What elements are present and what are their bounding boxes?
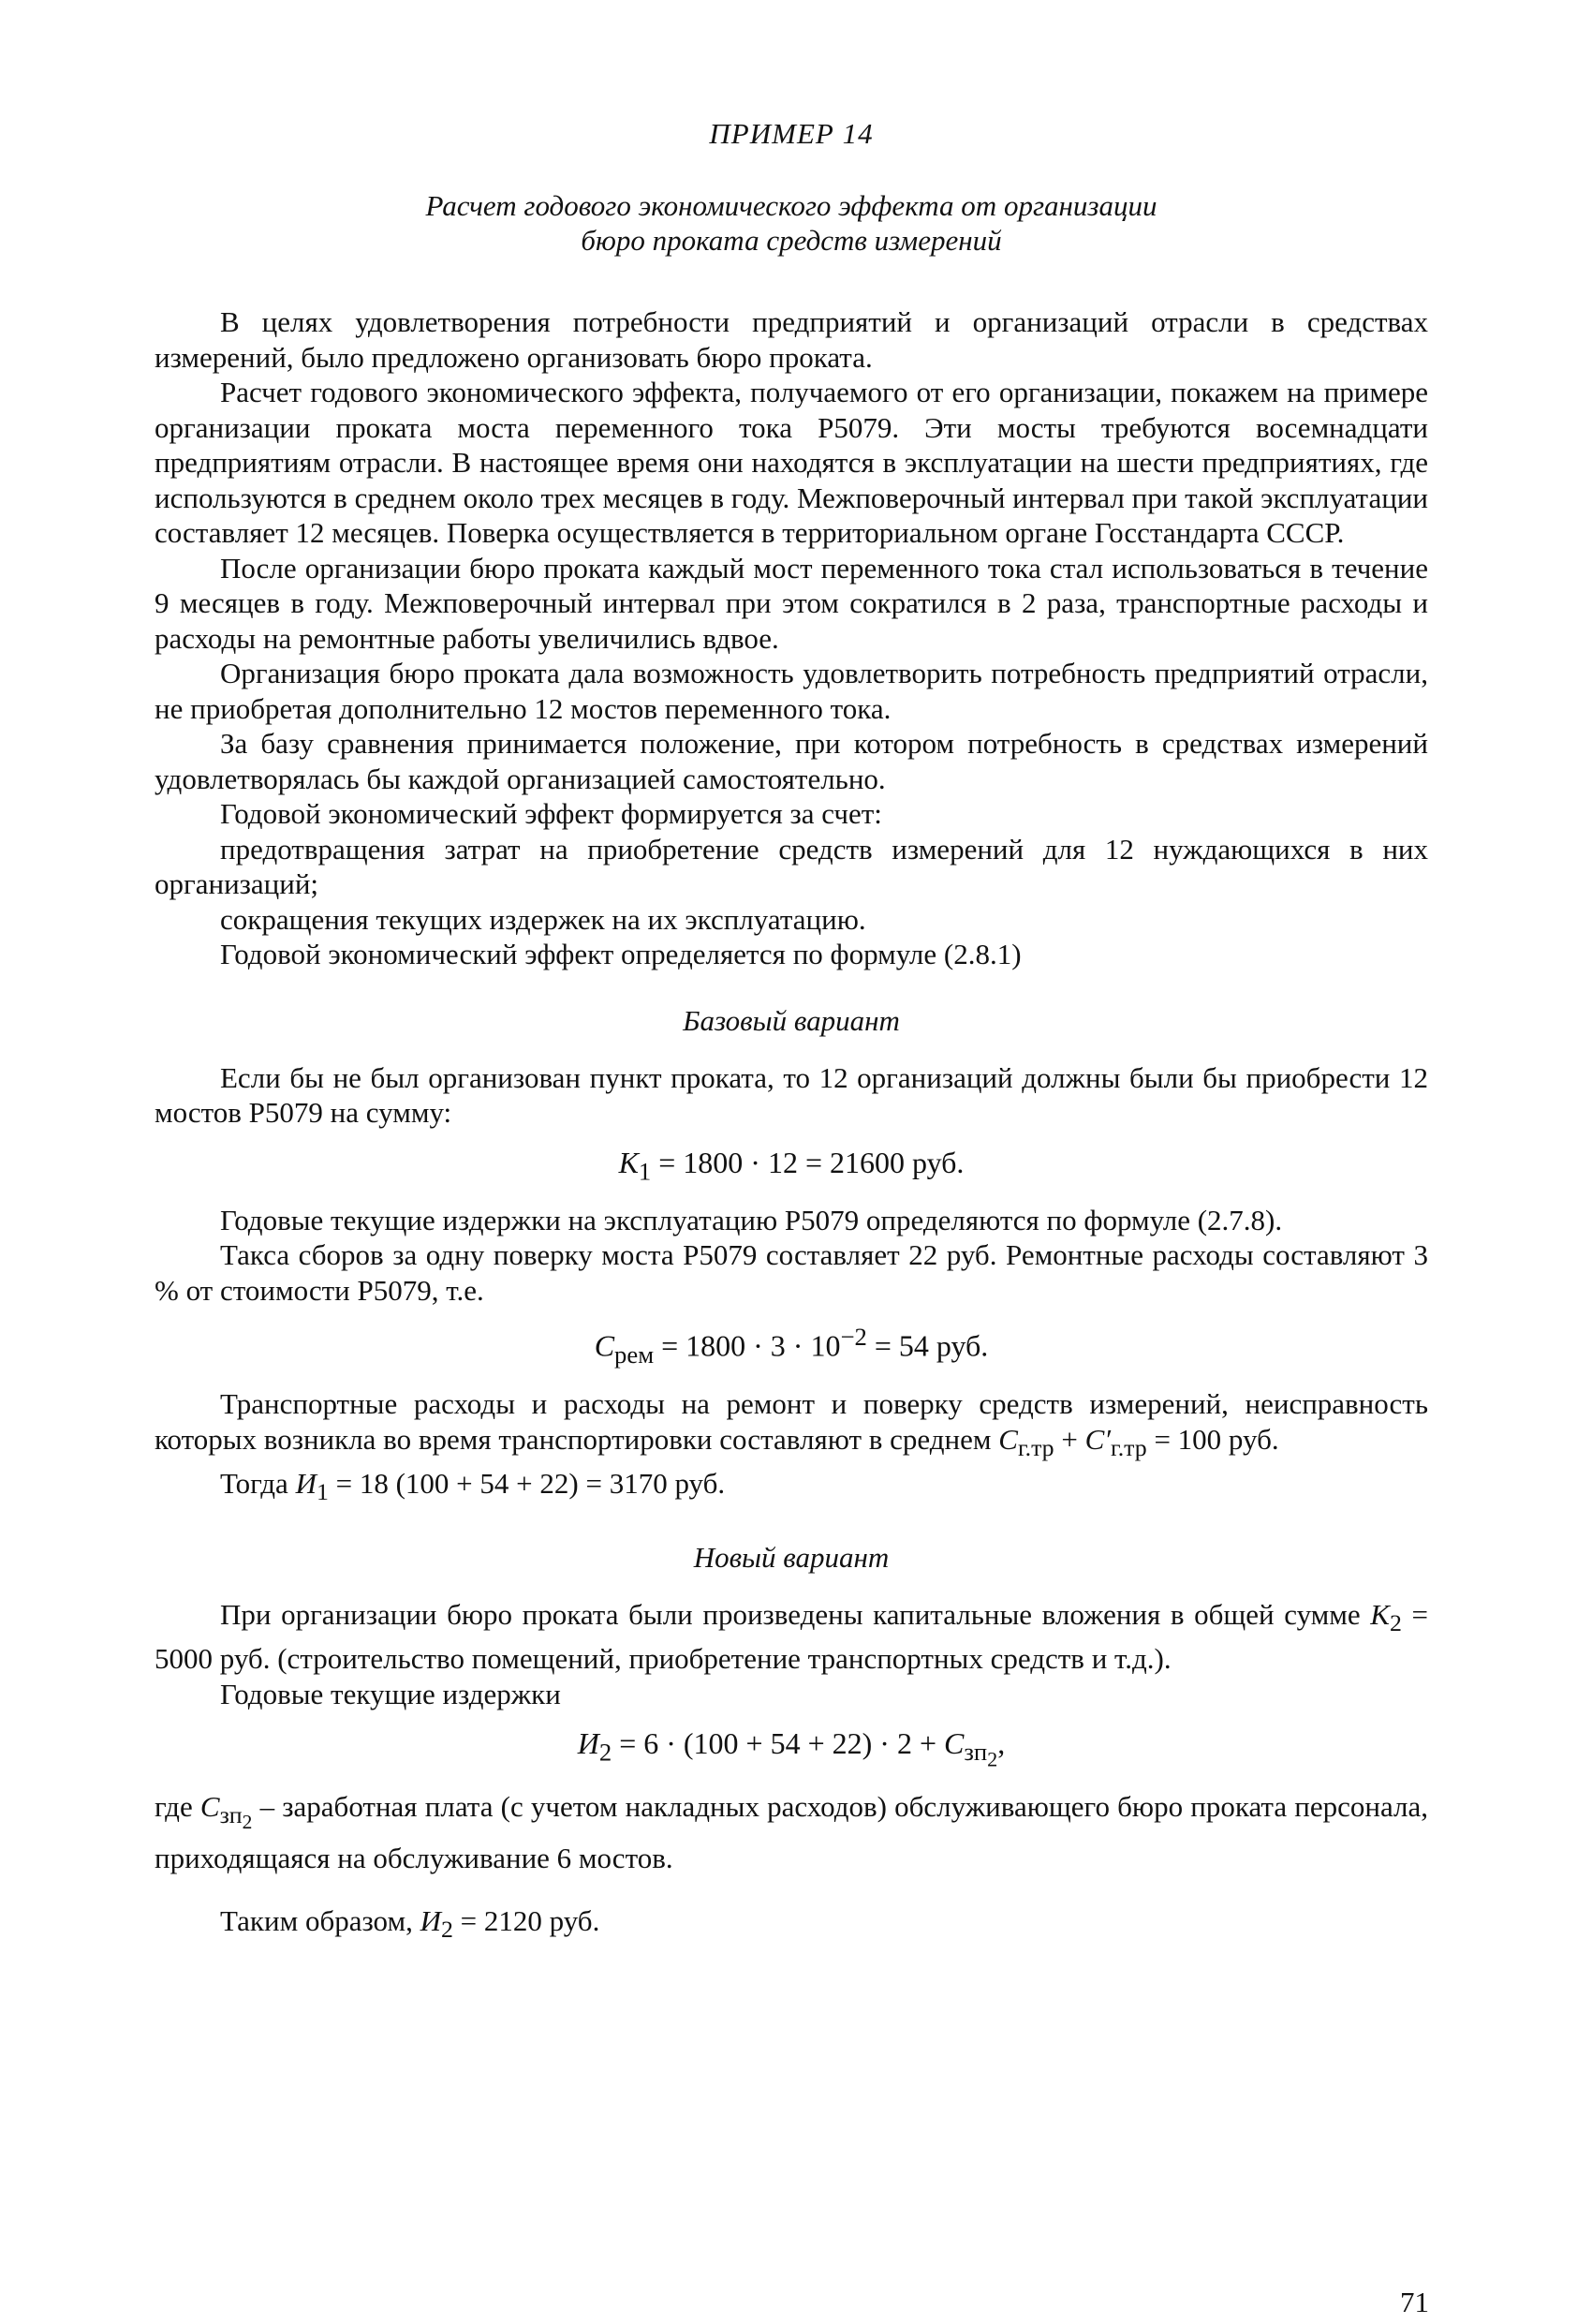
formula-k1-sub: 1 xyxy=(638,1156,652,1185)
formula-crem-var: C xyxy=(594,1329,615,1364)
transport-var2: C′ xyxy=(1084,1422,1112,1456)
subtitle-line-2: бюро проката средств измерений xyxy=(581,224,1002,257)
formula-i2-expr: = 6 · (100 + 54 + 22) · 2 + xyxy=(612,1726,944,1760)
formula-k1-expr: = 1800 · 12 = 21600 руб. xyxy=(651,1145,965,1179)
paragraph-opportunity: Организация бюро проката дала возможность удовлетворить потребность предприятий отрасли, не приобретая дополнительно 12 мостов переменного тока. xyxy=(155,657,1428,725)
formula-crem-sub: рем xyxy=(614,1340,655,1369)
paragraph-effect-formula: Годовой экономический эффект определяется по формуле (2.8.1) xyxy=(220,938,1022,970)
section-title-base: Базовый вариант xyxy=(683,1003,900,1037)
example-heading: ПРИМЕР 14 xyxy=(709,117,874,150)
formula-i2-var: И xyxy=(577,1726,599,1760)
transport-sub2: г.тр xyxy=(1111,1434,1147,1462)
paragraph-new-investment xyxy=(155,1597,1428,1676)
example-subtitle xyxy=(155,188,1428,258)
transport-plus: + xyxy=(1054,1422,1085,1456)
paragraph-base-purchase: Если бы не был организован пункт проката, то 12 организаций должны были бы приобрести 12 мостов Р5079 на сумму: xyxy=(155,1060,1428,1129)
formula-crem xyxy=(155,1323,1428,1369)
base-total-prefix: Тогда xyxy=(220,1466,296,1500)
formula-i2-sub: 2 xyxy=(598,1738,612,1767)
salary-text: – заработная плата (с учетом накладных расходов) обслуживающего бюро проката персонала, приходящаяся на обслуживание 6 мостов. xyxy=(155,1789,1429,1874)
new-total-sub: 2 xyxy=(440,1916,453,1944)
formula-i2-var2: C xyxy=(944,1726,965,1760)
section-title-new: Новый вариант xyxy=(693,1541,890,1575)
paragraph-after-organization: После организации бюро проката каждый мост переменного тока стал использоваться в течение 9 месяцев в году. Межповерочный интервал при этом сократился в 2 раза, транспортные расходы и расходы на ремонтные работы увеличились вдвое. xyxy=(155,551,1428,655)
new-total-var: И xyxy=(420,1904,441,1938)
paragraph-base-transport xyxy=(155,1386,1428,1465)
paragraph-base-total xyxy=(155,1466,1428,1510)
formula-crem-expr-b: = 54 руб. xyxy=(866,1329,989,1364)
transport-text: Транспортные расходы и расходы на ремонт и поверку средств измерений, неисправность которых возникла во время транспортировки составляют в среднем xyxy=(155,1387,1428,1456)
paragraph-effect-sources: Годовой экономический эффект формируется за счет: xyxy=(220,797,882,830)
new-total-prefix: Таким образом, xyxy=(220,1904,420,1938)
paragraph-intro: В целях удовлетворения потребности предприятий и организаций отрасли в средствах измерений, было предложено организовать бюро проката. xyxy=(155,305,1428,374)
transport-var1: C xyxy=(998,1422,1018,1456)
new-total-expr: = 2120 руб. xyxy=(452,1904,600,1938)
paragraph-calculation: Расчет годового экономического эффекта, получаемого от его организации, покажем на примере организации проката моста переменного тока Р5079. Эти мосты требуются восемнадцати предприятиям отрасли. В настоящее время они находятся в эксплуатации на шести предприятиях, где используются в среднем около трех месяцев в году. Межповерочный интервал при такой эксплуатации составляет 12 месяцев. Поверка осуществляется в территориальном органе Госстандарта СССР. xyxy=(155,376,1429,549)
salary-sub xyxy=(219,1800,253,1834)
formula-crem-exp: −2 xyxy=(840,1323,867,1352)
paragraph-new-total xyxy=(155,1903,1428,1947)
base-total-expr: = 18 (100 + 54 + 22) = 3170 руб. xyxy=(328,1466,726,1500)
transport-sub1: г.тр xyxy=(1017,1434,1054,1462)
formula-crem-expr-a: = 1800 · 3 · 10 xyxy=(654,1329,841,1364)
salary-var: C xyxy=(199,1789,220,1823)
page-content xyxy=(155,117,1428,1947)
paragraph-base-fees: Такса сборов за одну поверку моста Р5079 составляет 22 руб. Ремонтные расходы составляют 3 % от стоимости Р5079, т.е. xyxy=(155,1238,1428,1307)
paragraph-prevent-costs: предотвращения затрат на приобретение средств измерений для 12 нуждающихся в них организаций; xyxy=(155,832,1428,900)
new-investment-var: K xyxy=(1370,1598,1390,1632)
transport-expr: = 100 руб. xyxy=(1146,1422,1279,1456)
formula-i2-tail: , xyxy=(997,1726,1006,1760)
formula-i2-sub2b: 2 xyxy=(987,1747,998,1771)
salary-prefix: где xyxy=(155,1789,200,1823)
formula-k1 xyxy=(155,1146,1428,1186)
paragraph-new-costs: Годовые текущие издержки xyxy=(220,1677,561,1710)
new-investment-sub: 2 xyxy=(1389,1609,1402,1637)
salary-subsub: 2 xyxy=(242,1811,253,1834)
paragraph-new-salary xyxy=(155,1789,1428,1875)
new-investment-text-b: = 5000 руб. (строительство помещений, приобретение транспортных средств и т.д.). xyxy=(155,1598,1428,1675)
salary-sub-text: зп xyxy=(219,1800,243,1828)
formula-i2-sub2 xyxy=(964,1738,998,1771)
paragraph-reduce-costs: сокращения текущих издержек на их эксплуатацию. xyxy=(220,902,866,936)
paragraph-comparison-base: За базу сравнения принимается положение, при котором потребность в средствах измерений удовлетворялась бы каждой организацией самостоятельно. xyxy=(155,727,1428,795)
formula-i2 xyxy=(155,1726,1428,1772)
new-investment-text-a: При организации бюро проката были произведены капитальные вложения в общей сумме xyxy=(220,1598,1371,1632)
formula-k1-var: K xyxy=(618,1145,639,1179)
base-total-sub: 1 xyxy=(316,1477,329,1505)
formula-i2-sub2-text: зп xyxy=(964,1738,988,1767)
base-total-var: И xyxy=(295,1466,317,1500)
page-number: 71 xyxy=(1400,2286,1429,2318)
subtitle-line-1: Расчет годового экономического эффекта от организации xyxy=(425,189,1157,222)
paragraph-base-costs: Годовые текущие издержки на эксплуатацию Р5079 определяются по формуле (2.7.8). xyxy=(220,1203,1283,1236)
